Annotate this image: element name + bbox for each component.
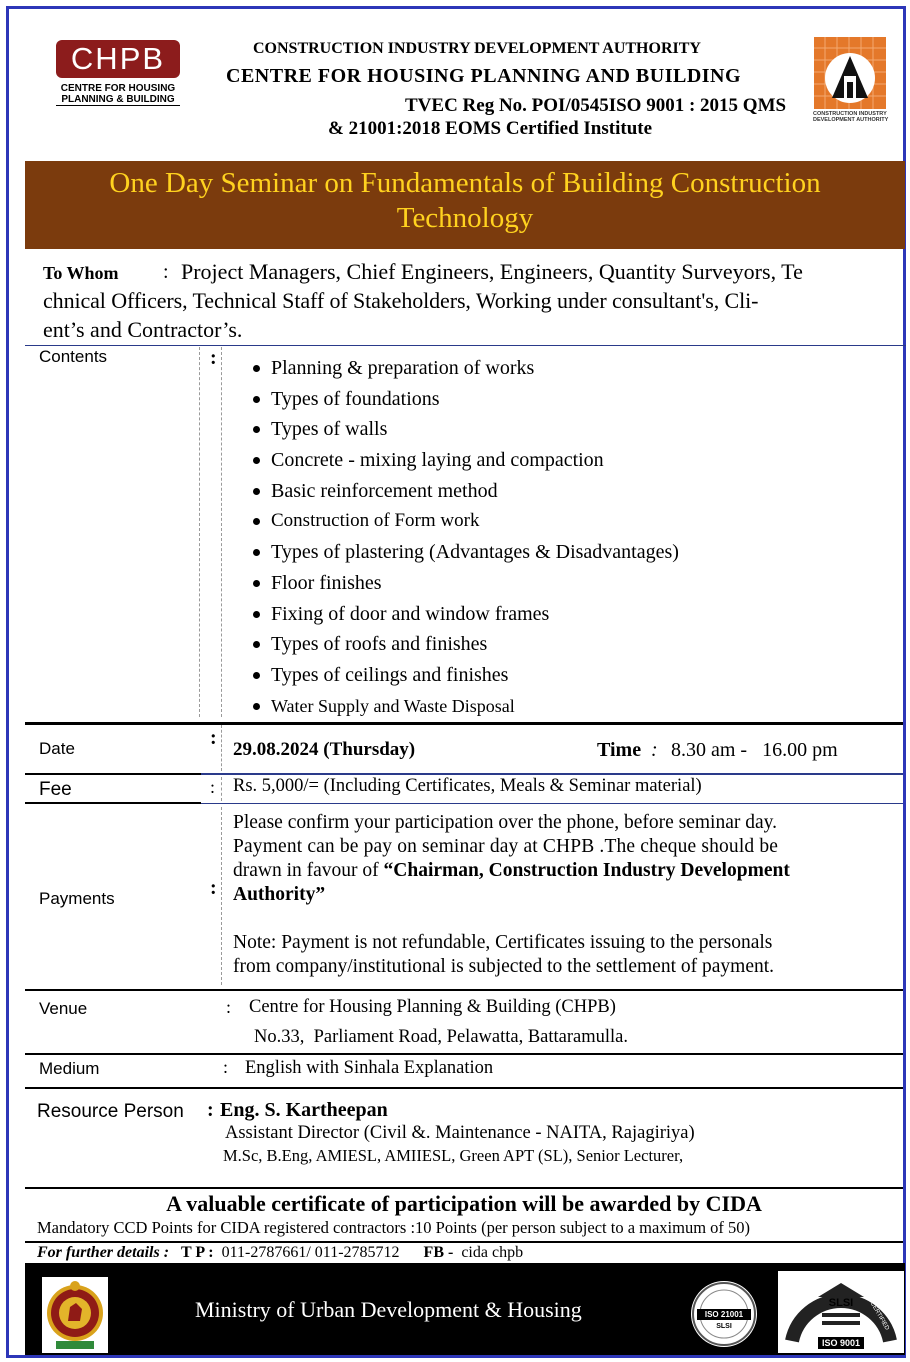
ministry-name: Ministry of Urban Development & Housing [195,1297,582,1322]
medium-value: English with Sinhala Explanation [245,1058,494,1078]
resource-divider [25,1187,903,1189]
list-item: Construction of Form work [249,506,679,537]
payments-colon: : [210,877,217,899]
audience-label: To Whom [43,263,119,283]
audience-line-2: chnical Officers, Technical Staff of Stakeholders, Working under consultant's, Cli- [43,288,759,313]
time-colon: : [651,739,658,761]
chpb-logo-box: CHPB [56,40,180,78]
list-item: Planning & preparation of works [249,353,679,384]
national-emblem [42,1277,108,1353]
seminar-title-line-2: Technology [396,202,534,234]
centre-title: CENTRE FOR HOUSING PLANNING AND BUILDING [226,65,742,87]
cida-logo-caption: CONSTRUCTION INDUSTRY DEVELOPMENT AUTHORITY [813,111,889,123]
audience-line-3: ent’s and Contractor’s. [43,317,243,342]
contents-column-divider-2 [221,347,222,717]
audience-colon: : [163,261,169,283]
audience-line-1: Project Managers, Chief Engineers, Engineers, Quantity Surveyors, Te [181,259,803,284]
fee-divider-right [201,803,903,804]
venue-divider [25,1053,903,1055]
medium-colon: : [223,1057,229,1077]
time-value: 8.30 am - 16.00 pm [671,739,838,761]
list-item: Floor finishes [249,568,679,599]
payments-divider [25,989,903,991]
contents-label: Contents [39,347,108,366]
seminar-title-line-1: One Day Seminar on Fundamentals of Building Construction [109,167,821,199]
contents-divider [25,722,903,725]
payments-column-divider [221,807,222,985]
contents-list [249,353,679,721]
date-divider-right [201,773,903,775]
slsi-ring-right-label: CERTIFIED [868,1301,890,1332]
venue-line-1: Centre for Housing Planning & Building (CHPB) [249,997,616,1017]
page-frame [6,6,906,1358]
list-item: Types of foundations [249,384,679,415]
phone-label: T P : [181,1244,214,1261]
venue-label: Venue [39,999,88,1018]
list-item: Basic reinforcement method [249,476,679,507]
contents-colon: : [210,347,217,369]
chpb-logo [56,40,186,112]
medium-label: Medium [39,1059,100,1078]
facebook-handle: cida chpb [461,1244,524,1261]
date-value: 29.08.2024 (Thursday) [233,739,416,760]
date-column-divider [221,725,222,771]
date-label: Date [39,739,75,758]
payments-text [233,811,903,979]
resource-line-1: Assistant Director (Civil &. Maintenance - NAITA, Rajagiriya) [225,1123,695,1143]
contents-column-divider [199,347,200,717]
certificate-divider [25,1241,903,1243]
registration-line-1: TVEC Reg No. POI/0545ISO 9001 : 2015 QMS [405,95,787,116]
payments-line-3-normal: drawn in favour of [233,860,384,881]
payee-name-continued: Authority” [233,884,326,905]
payments-line-2: Payment can be pay on seminar day at CHPB .The cheque should be [233,836,779,857]
slsi-ring-left-label: SYSTEM [782,1289,800,1314]
contact-row [37,1244,523,1262]
audience-divider [25,345,906,346]
venue-line-2: No.33, Parliament Road, Pelawatta, Battaramulla. [254,1027,629,1047]
date-colon: : [210,727,217,749]
payments-line-1: Please confirm your participation over the phone, before seminar day. [233,812,778,833]
payments-spacer [233,907,903,931]
medium-divider [25,1087,903,1089]
registration-line-2: & 21001:2018 EOMS Certified Institute [328,118,653,139]
page-content [23,25,905,1355]
slsi-iso-label: ISO 9001 [821,1338,861,1348]
iso-21001-label: ISO 21001 [704,1310,744,1319]
slsi-iso-9001-mark [777,1270,905,1354]
fee-label: Fee [39,779,72,800]
ccd-points-line: Mandatory CCD Points for CIDA registered contractors :10 Points (per person subject to a maximum of 50) [37,1218,751,1237]
facebook-label: FB - [423,1244,454,1261]
list-item: Types of walls [249,414,679,445]
resource-colon: : [207,1099,214,1121]
fee-divider-left [25,802,201,804]
list-item: Types of roofs and finishes [249,629,679,660]
certificate-headline: A valuable certificate of participation will be awarded by CIDA [166,1191,762,1216]
payments-note-line-2: from company/institutional is subjected to the settlement of payment. [233,956,775,977]
fee-value: Rs. 5,000/= (Including Certificates, Meals & Seminar material) [233,776,702,796]
chpb-logo-caption-1: CENTRE FOR HOUSING [60,83,176,94]
resource-name: Eng. S. Kartheepan [220,1099,388,1121]
phone-number: 011-2787661/ 011-2785712 [221,1244,400,1261]
list-item: Concrete - mixing laying and compaction [249,445,679,476]
fee-colon: : [210,777,216,797]
slsi-label: SLSI [828,1297,854,1309]
payments-line-3 [233,859,903,883]
authority-title: CONSTRUCTION INDUSTRY DEVELOPMENT AUTHORITY [253,40,701,57]
list-item: Fixing of door and window frames [249,599,679,630]
time-label: Time [597,739,642,761]
iso-21001-badge [691,1281,757,1347]
fee-column-divider [221,777,222,801]
resource-label: Resource Person [37,1101,184,1122]
payments-note-line-1: Note: Payment is not refundable, Certificates issuing to the personals [233,932,773,953]
contact-label: For further details : [37,1244,170,1261]
national-emblem-icon [42,1277,108,1353]
chpb-logo-caption-2: PLANNING & BUILDING [56,94,180,106]
venue-colon: : [226,997,232,1017]
list-item: Types of ceilings and finishes [249,660,679,691]
date-divider-left [25,773,201,775]
resource-line-2: M.Sc, B.Eng, AMIESL, AMIIESL, Green APT (SL), Senior Lecturer, [223,1146,684,1165]
list-item: Types of plastering (Advantages & Disadvantages) [249,537,679,568]
list-item: Water Supply and Waste Disposal [249,691,679,722]
payments-label: Payments [39,889,115,908]
iso-21001-slsi-label: SLSI [716,1323,732,1330]
payee-name: “Chairman, Construction Industry Development [383,860,790,881]
